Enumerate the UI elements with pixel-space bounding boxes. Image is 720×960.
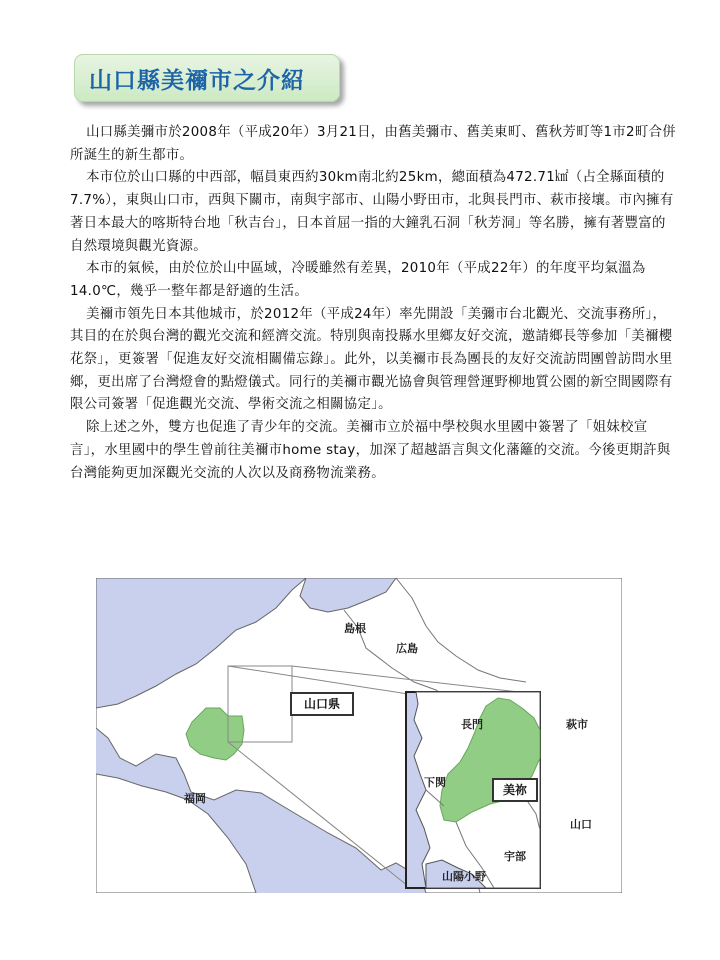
label-mine: 美祢: [492, 778, 538, 802]
paragraph: 本市位於山口縣的中西部，幅員東西約30km南北約25km，總面積為472.71㎢（占全縣面積的7.7%），東與山口市，西與下關市，南與宇部市、山陽小野田市，北與長門市、萩市接壤。市內擁有著日本最大的喀斯特台地「秋吉台」，日本首屈一指的大鐘乳石洞「秋芳洞」等名勝，擁有著豐富的自然環境與觀光資源。: [70, 170, 674, 254]
label-hagi: 萩市: [566, 718, 588, 731]
label-yamaguchi: 山口: [570, 818, 592, 831]
intro-text: [70, 122, 676, 485]
label-yamaguchi-ken: 山口県: [290, 692, 354, 716]
label-fukuoka: 福岡: [184, 792, 206, 805]
paragraph: 除上述之外，雙方也促進了青少年的交流。美禰市立於福中學校與水里國中簽署了「姐妹校宣言」，水里國中的學生曾前往美禰市home stay，加深了超越語言與文化藩籬的交流。今後更期許與台灣能夠更加深觀光交流的人次以及商務物流業務。: [70, 420, 671, 481]
label-sanyo-onoda: 山陽小野: [442, 870, 486, 883]
paragraph: 山口縣美彌市於2008年（平成20年）3月21日，由舊美彌市、舊美東町、舊秋芳町等1市2町合併所誕生的新生都市。: [70, 125, 676, 163]
label-shimonoseki: 下関: [424, 776, 446, 789]
label-shimane: 島根: [344, 622, 366, 635]
paragraph: 本市的氣候，由於位於山中區域，冷暖雖然有差異，2010年（平成22年）的年度平均氣溫為14.0℃，幾乎一整年都是舒適的生活。: [70, 261, 646, 299]
title-banner: [74, 54, 340, 102]
paragraph: 美禰市領先日本其他城市，於2012年（平成24年）率先開設「美彌市台北觀光、交流事務所」，其目的在於與台灣的觀光交流和經濟交流。特別與南投縣水里鄉友好交流，邀請鄉長等參加「美禰櫻花祭」，更簽署「促進友好交流相關備忘錄」。此外，以美禰市長為團長的友好交流訪問團曾訪問水里鄉，更出席了台灣燈會的點燈儀式。同行的美禰市觀光協會與管理營運野柳地質公園的新空間國際有限公司簽署「促進觀光交流、學術交流之相關協定」。: [70, 306, 673, 413]
page-title: 山口縣美禰市之介紹: [89, 67, 305, 94]
label-hiroshima: 広島: [396, 642, 418, 655]
label-nagato: 長門: [461, 718, 483, 731]
location-map: [96, 578, 622, 893]
label-ube: 宇部: [504, 850, 526, 863]
